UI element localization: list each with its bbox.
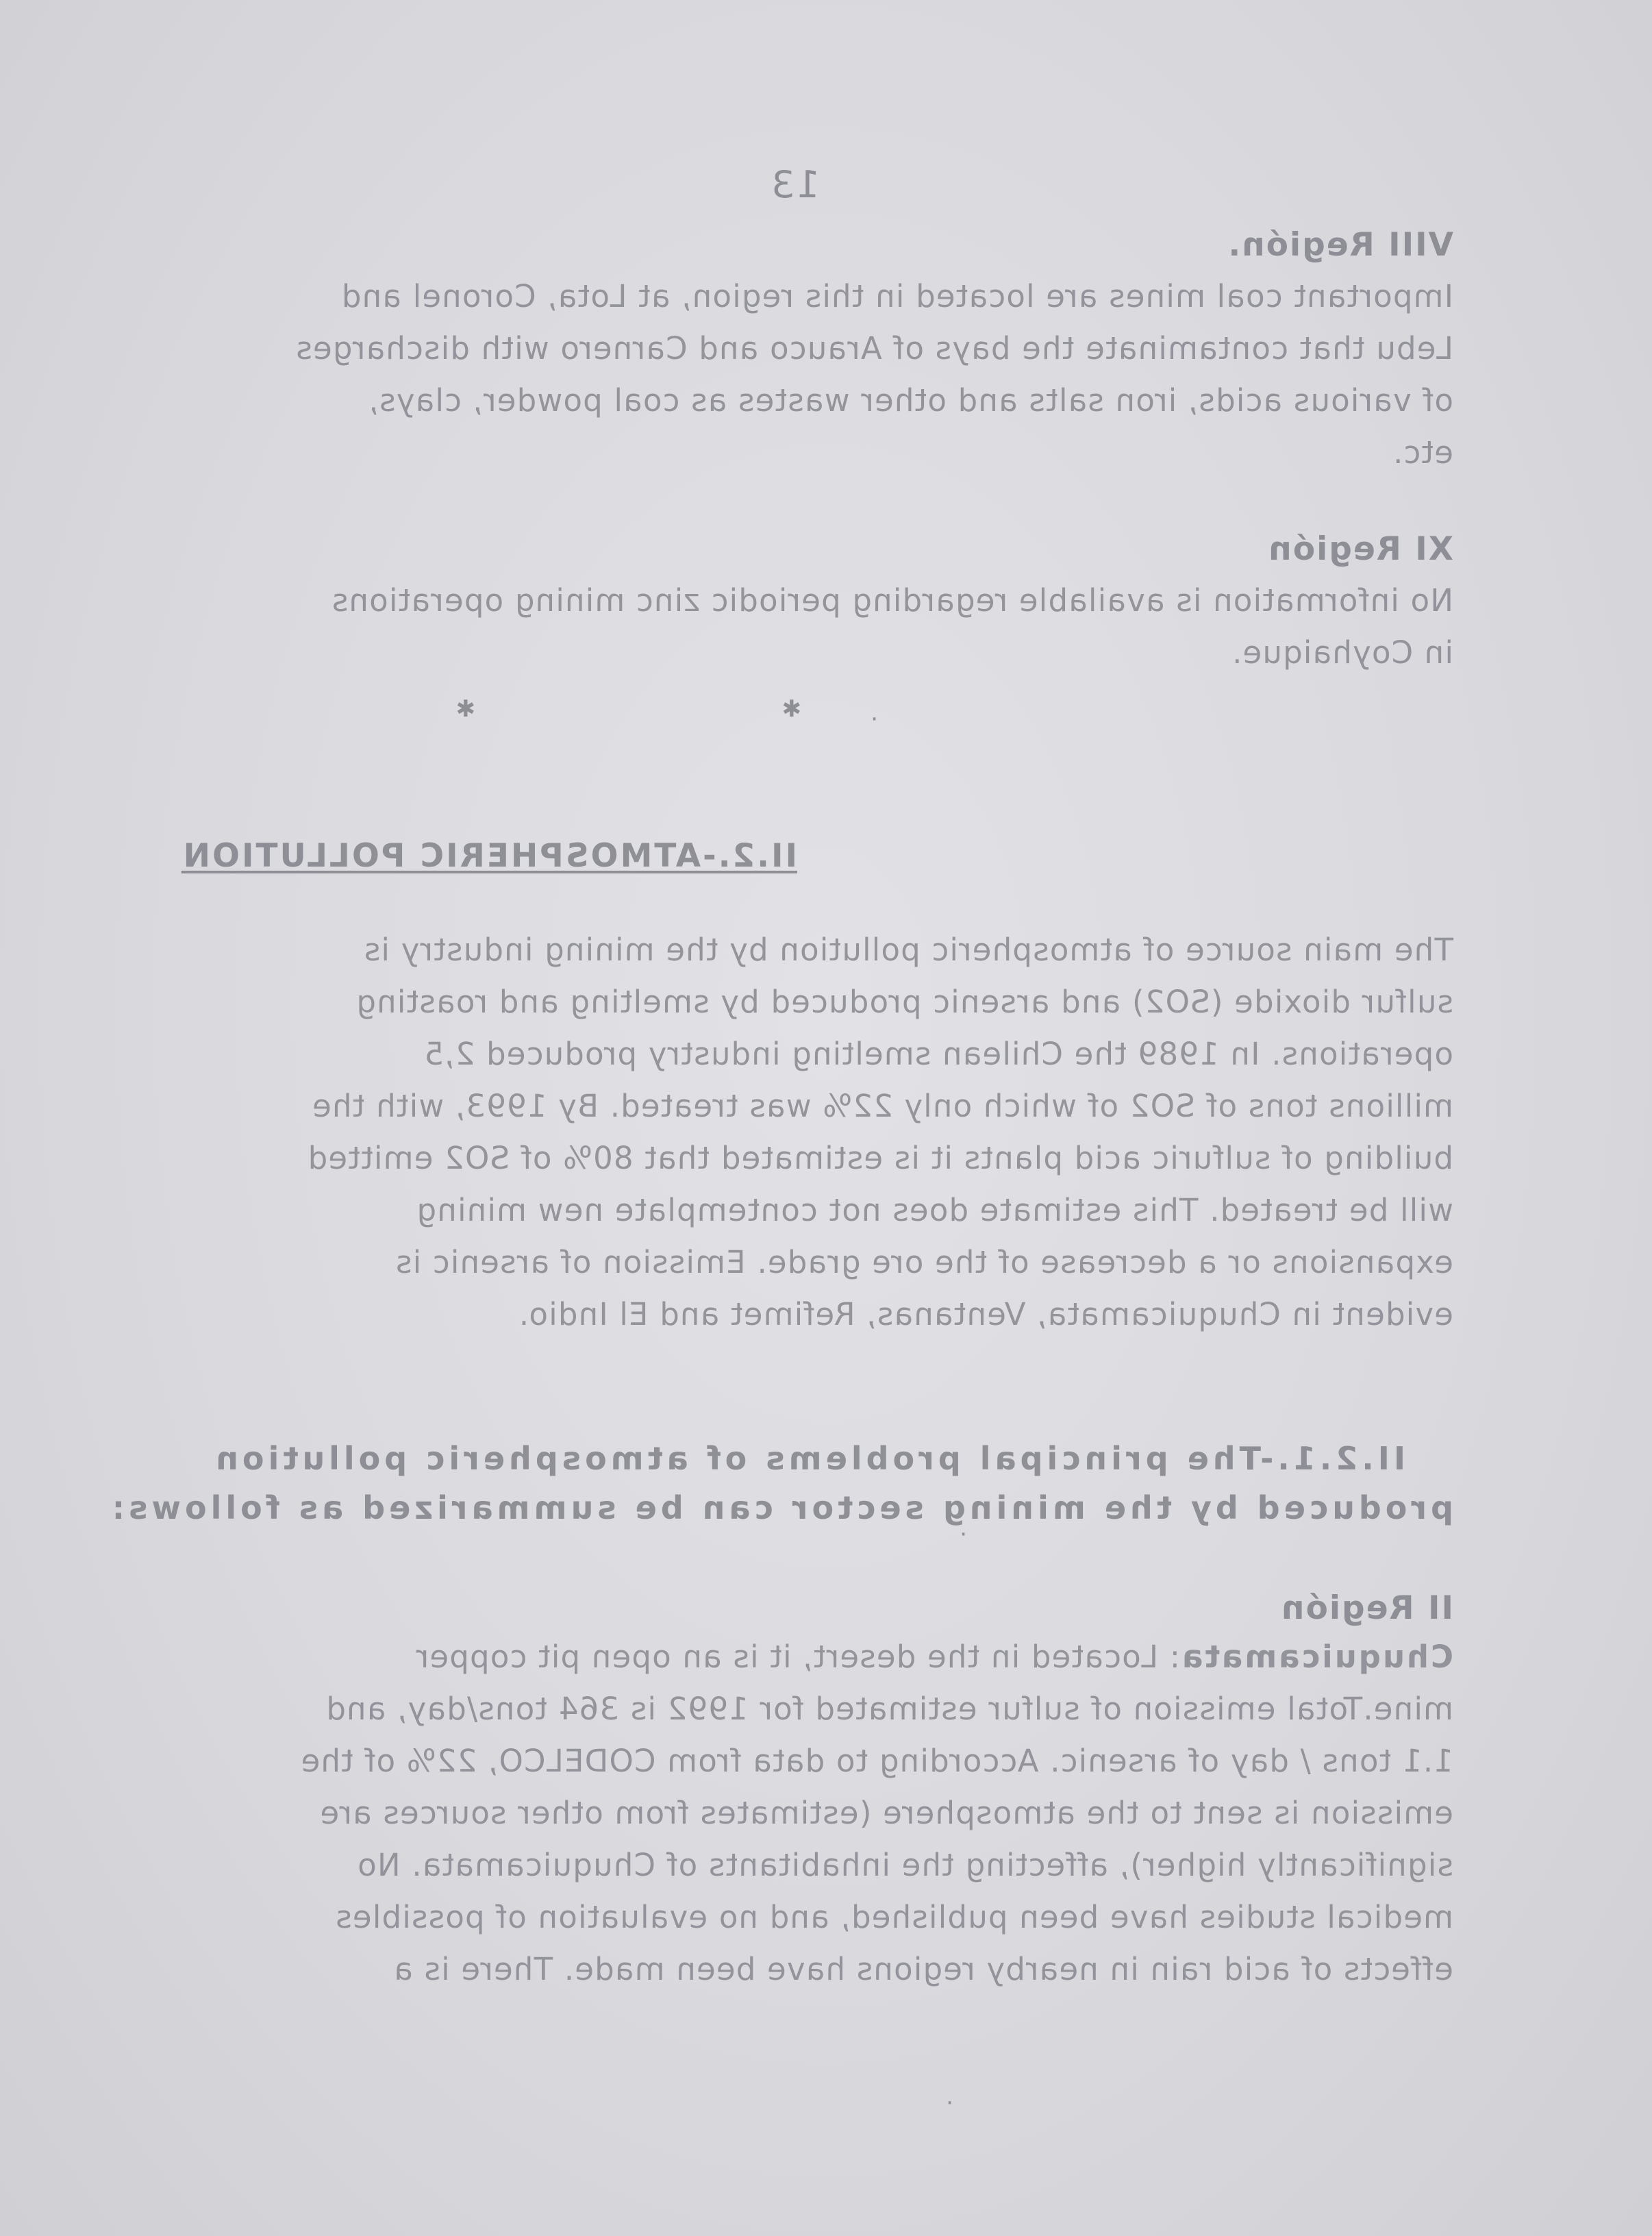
- viii-line-4: etc.: [1392, 434, 1453, 471]
- section-title-atmospheric-pollution: II.2.-ATMOSPHERIC POLLUTION: [181, 837, 797, 875]
- ii-line-7: effects of acid rain in nearby regions have been made. There is a: [393, 1951, 1453, 1987]
- atmospheric-line-1: The main source of atmospheric pollution by the mining industry is: [363, 932, 1453, 968]
- subsection-heading-continuation: produced by the mining sector can be summarized as follows:: [108, 1489, 1453, 1526]
- speck: ✱: [455, 695, 475, 723]
- ii-line-3: 1.1 tons / day of arsenic. According to data from CODELCO, 22% of the: [300, 1743, 1453, 1779]
- ii-line-4: emission is sent to the atmosphere (estimates from other sources are: [319, 1795, 1453, 1831]
- atmospheric-line-4: millions tons of SO2 of which only 22% was treated. By 1993, with the: [312, 1088, 1453, 1124]
- ii-line-2: mine.Total emission of sulfur estimated for 1992 is 364 tons/day, and: [325, 1691, 1453, 1727]
- xi-line-2: in Coyhaique.: [1231, 634, 1453, 671]
- speck: ·: [871, 706, 878, 733]
- speck: ·: [946, 2089, 953, 2117]
- chuquicamata-term: Chuquicamata: [1180, 1639, 1453, 1675]
- ii-line-5: significantly higher), affecting the inhabitants of Chuquicamata. No: [356, 1847, 1453, 1883]
- heading-ii-region: II Región: [1280, 1589, 1453, 1627]
- speck: ✱: [781, 695, 801, 723]
- ii-line-1: [416, 1639, 1453, 1675]
- speck: ·: [960, 1521, 967, 1548]
- ii-line-1-text: : Located in the desert, it is an open pit copper: [415, 1639, 1181, 1675]
- subsection-heading-principal-problems: II.2.1.-The principal problems of atmospheric pollution: [212, 1440, 1405, 1477]
- heading-viii-region: VIII Región.: [1227, 226, 1453, 264]
- viii-line-1: Important coal mines are located in this region, at Lota, Coronel and: [340, 278, 1453, 314]
- page-number: 13: [770, 163, 820, 206]
- atmospheric-line-6: will be treated. This estimate does not contemplate new mining: [416, 1192, 1453, 1228]
- atmospheric-line-5: building of sulfuric acid plants it is estimated that 80% of SO2 emitted: [307, 1140, 1453, 1176]
- atmospheric-line-3: operations. In 1989 the Chilean smelting industry produced 2,5: [423, 1036, 1453, 1072]
- viii-line-3: of various acids, iron salts and other wastes as coal powder, clays,: [368, 382, 1453, 419]
- atmospheric-line-8: evident in Chuquicamata, Ventanas, Refimet and El Indio.: [518, 1296, 1453, 1332]
- xi-line-1: No information is available regarding periodic zinc mining operations: [331, 582, 1453, 619]
- viii-line-2: Lebu that contaminate the bays of Arauco and Carnero with discharges: [295, 330, 1453, 367]
- ii-line-6: medical studies have been published, and no evaluation of possibles: [335, 1899, 1453, 1935]
- atmospheric-line-2: sulfur dioxide (SO2) and arsenic produced by smelting and roasting: [355, 984, 1453, 1020]
- heading-xi-region: XI Región: [1267, 530, 1453, 568]
- atmospheric-line-7: expansions or a decrease of the ore grade. Emission of arsenic is: [395, 1244, 1453, 1280]
